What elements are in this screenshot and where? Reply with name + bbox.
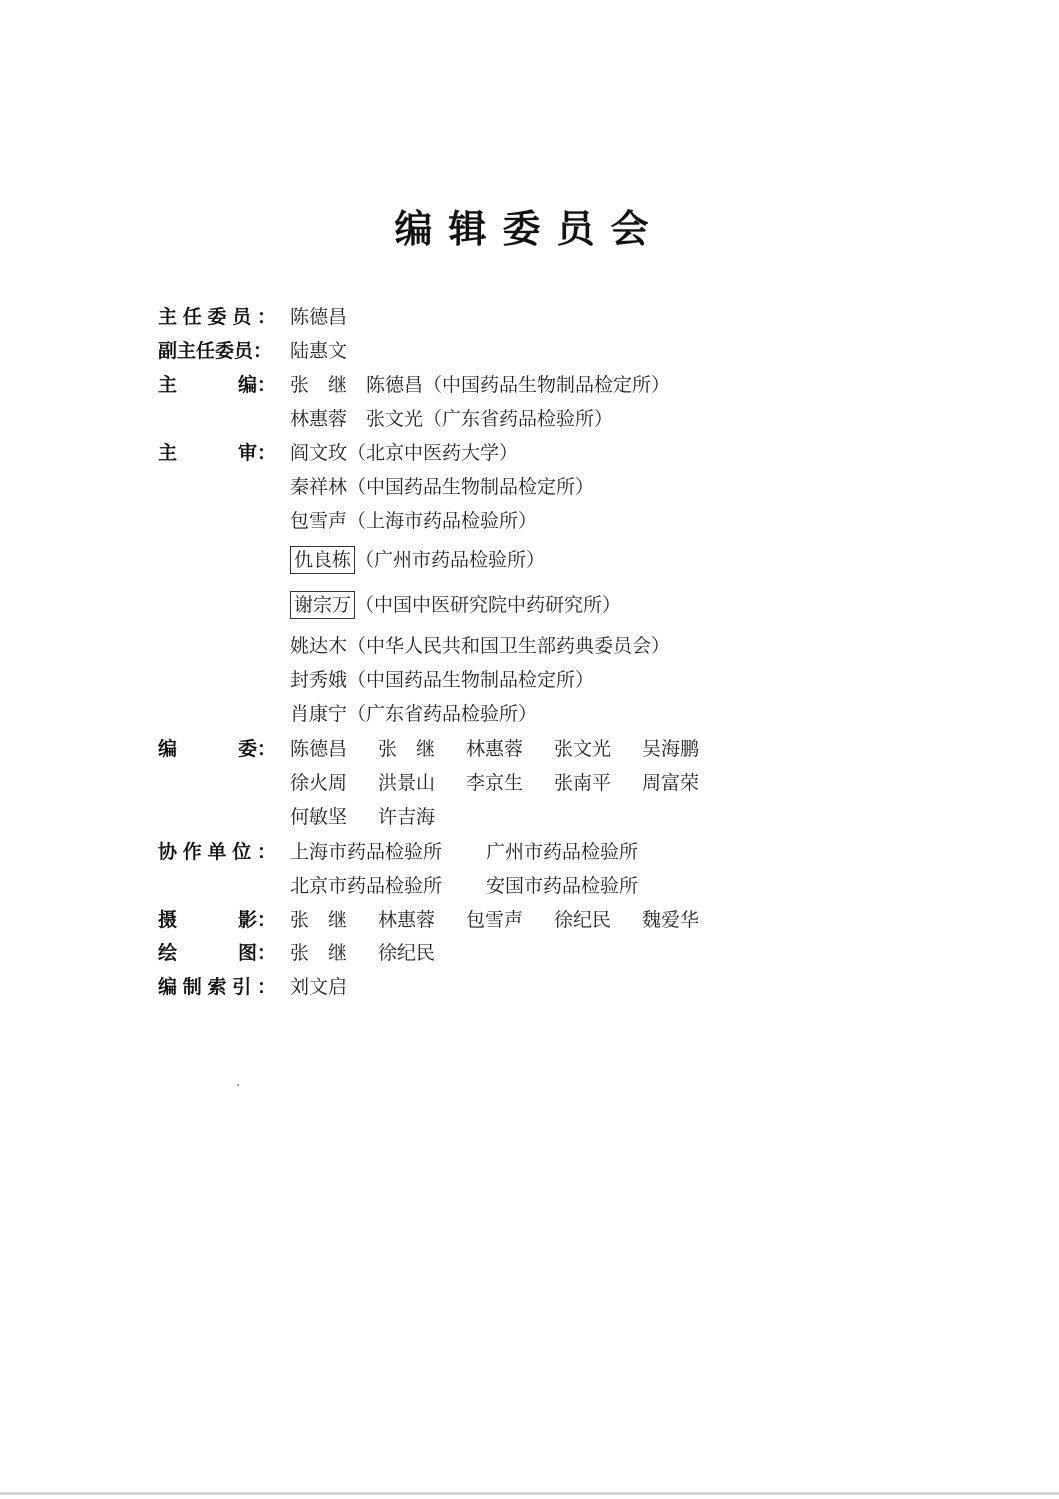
- reviewer-line-3: 包雪声（上海市药品检验所）: [290, 510, 538, 532]
- label-vice-director: 副主任委员：: [158, 340, 273, 362]
- editor-name: 许吉海: [378, 806, 436, 828]
- label-chief-reviewer: 主 审：: [158, 442, 276, 464]
- editor-name: 张 继: [378, 738, 436, 760]
- page-title: 编辑委员会: [394, 207, 665, 251]
- reviewer-line-8: 肖康宁（广东省药品检验所）: [290, 703, 538, 725]
- label-editors: 编 委：: [158, 738, 276, 760]
- boxed-name-1: 仇良栋: [290, 546, 355, 574]
- row-reviewer-3: [0, 506, 1059, 536]
- editor-name: 林惠蓉: [466, 738, 524, 760]
- label-chief-editor: 主 编：: [158, 374, 276, 396]
- row-reviewer-6: [0, 631, 1059, 661]
- photographer-name: 魏爱华: [642, 909, 700, 931]
- director-name: 陈德昌: [290, 306, 348, 328]
- photographer-name: 林惠蓉: [378, 909, 436, 931]
- cooperation-unit: 广州市药品检验所: [486, 841, 639, 863]
- vice-director-name: 陆惠文: [290, 340, 348, 362]
- row-vice-director: [0, 336, 1059, 366]
- editor-name: 吴海鹏: [642, 738, 700, 760]
- illustrator-name: 徐纪民: [378, 942, 436, 964]
- row-reviewer-8: [0, 699, 1059, 729]
- row-drawing: [0, 938, 1059, 968]
- editor-name: 李京生: [466, 772, 524, 794]
- cooperation-unit: 安国市药品检验所: [486, 875, 639, 897]
- cooperation-unit: 北京市药品检验所: [290, 875, 443, 897]
- photographer-name: 包雪声: [466, 909, 524, 931]
- photographer-name: 徐纪民: [554, 909, 612, 931]
- row-chief-reviewer: [0, 438, 1059, 468]
- chief-editor-line-1: 张 继 陈德昌（中国药品生物制品检定所）: [290, 374, 671, 396]
- photographer-name: 张 继: [290, 909, 348, 931]
- row-index: [0, 972, 1059, 1002]
- row-reviewer-7: [0, 665, 1059, 695]
- editor-name: 周富荣: [642, 772, 700, 794]
- row-director: [0, 302, 1059, 332]
- chief-editor-line-2: 林惠蓉 张文光（广东省药品检验所）: [290, 408, 614, 430]
- row-editors-3: [0, 802, 1059, 832]
- row-reviewer-5: [0, 590, 1059, 620]
- reviewer-line-1: 阎文玫（北京中医药大学）: [290, 442, 519, 464]
- editor-name: 张文光: [554, 738, 612, 760]
- label-drawing: 绘 图：: [158, 942, 276, 964]
- editor-name: 何敏坚: [290, 806, 348, 828]
- row-chief-editor-2: [0, 404, 1059, 434]
- reviewer-line-7: 封秀娥（中国药品生物制品检定所）: [290, 669, 595, 691]
- scan-speck: [237, 1084, 239, 1086]
- scan-edge: [0, 1492, 1059, 1495]
- illustrator-name: 张 继: [290, 942, 348, 964]
- editor-name: 徐火周: [290, 772, 348, 794]
- reviewer-line-5: [290, 590, 621, 620]
- reviewer-line-6: 姚达木（中华人民共和国卫生部药典委员会）: [290, 635, 671, 657]
- reviewer-line-2: 秦祥林（中国药品生物制品检定所）: [290, 476, 595, 498]
- boxed-org-1: （广州市药品检验所）: [355, 549, 546, 571]
- editor-name: 洪景山: [378, 772, 436, 794]
- row-editors: [0, 734, 1059, 764]
- label-director: 主 任 委 员 ：: [158, 306, 276, 328]
- row-photography: [0, 905, 1059, 935]
- row-reviewer-2: [0, 472, 1059, 502]
- boxed-name-2: 谢宗万: [290, 591, 355, 619]
- label-photography: 摄 影：: [158, 909, 276, 931]
- boxed-org-2: （中国中医研究院中药研究所）: [355, 594, 622, 616]
- cooperation-unit: 上海市药品检验所: [290, 841, 443, 863]
- index-name: 刘文启: [290, 976, 348, 998]
- label-cooperation: 协 作 单 位 ：: [158, 841, 276, 863]
- row-cooperation-2: [0, 871, 1059, 901]
- editor-name: 陈德昌: [290, 738, 348, 760]
- row-editors-2: [0, 768, 1059, 798]
- editor-name: 张南平: [554, 772, 612, 794]
- row-reviewer-4: [0, 545, 1059, 575]
- row-cooperation: [0, 837, 1059, 867]
- row-chief-editor: [0, 370, 1059, 400]
- reviewer-line-4: [290, 545, 545, 575]
- label-index: 编 制 索 引 ：: [158, 976, 276, 998]
